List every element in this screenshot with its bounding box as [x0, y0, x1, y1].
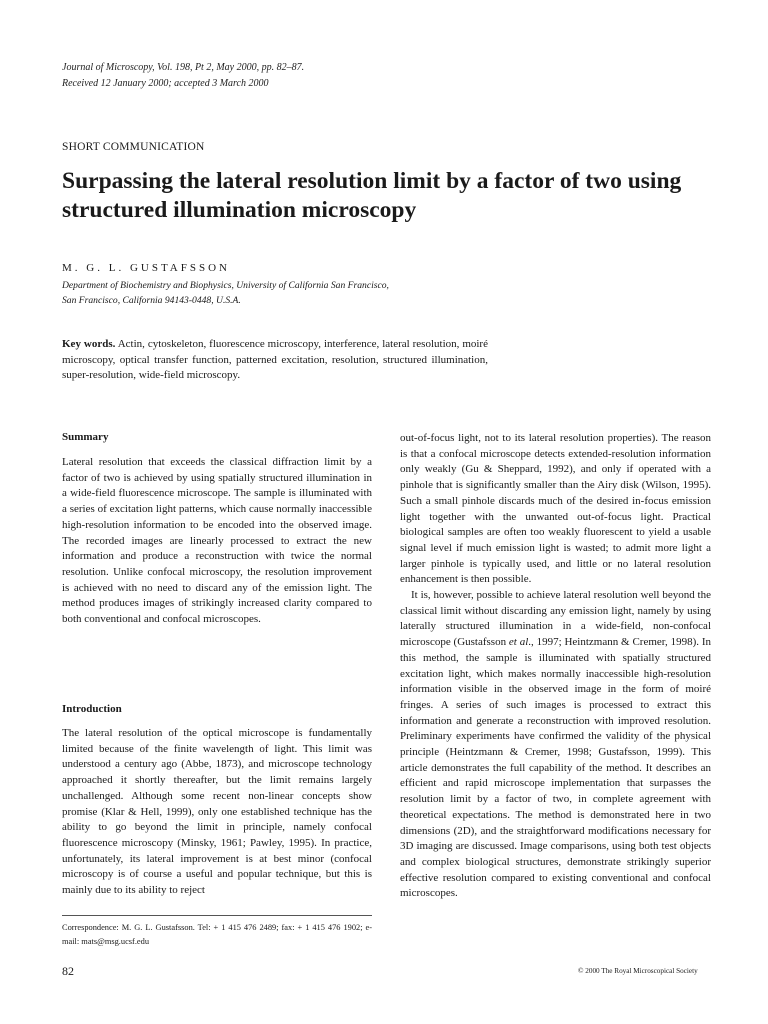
keywords-label: Key words.: [62, 338, 116, 350]
right-paragraph-1: out-of-focus light, not to its lateral resolution properties). The reason is that a confocal microscope detects extended-resolution information only weakly (Gu & Sheppard, 1992), and only if operated with a pinhole that is significantly smaller than the Airy disk (Wilson, 1995). Such a small pinhole discards much of the desired in-focus emission light together with the unwanted out-of-focus light. Practical biological samples are often too weakly fluorescent to yield a usable signal level if much emission light is wasted; to admit more light a larger pinhole is typically used, and little or no lateral resolution enhancement is then possible.: [400, 432, 711, 586]
journal-citation-block: [62, 60, 304, 92]
footnote-divider: [62, 915, 372, 916]
keywords-text: Actin, cytoskeleton, fluorescence microscopy, interference, lateral resolution, moiré microscopy, optical transfer function, patterned excitation, resolution, structured illumination, super-resolution, wide-field microscopy.: [62, 338, 488, 382]
author-name: M. G. L. GUSTAFSSON: [62, 262, 230, 274]
affiliation-line-2: San Francisco, California 94143-0448, U.S.A.: [62, 295, 241, 306]
copyright-notice: © 2000 The Royal Microscopical Society: [578, 967, 698, 975]
et-al: et al: [508, 636, 529, 649]
journal-citation: Journal of Microscopy, Vol. 198, Pt 2, May 2000, pp. 82–87.: [62, 62, 305, 73]
summary-heading: Summary: [62, 431, 109, 443]
page-number: 82: [62, 964, 74, 978]
introduction-heading: Introduction: [62, 703, 122, 715]
summary-paragraph: Lateral resolution that exceeds the classical diffraction limit by a factor of two is achieved by using spatially structured illumination in a wide-field fluorescence microscope. The sample is illuminated with a series of excitation light patterns, which cause normally inaccessible high-resolution information to be encoded into the observed image. The recorded images are linearly processed to extract the new information and produce a reconstruction with twice the normal resolution. Unlike confocal microscopy, the resolution improvement is achieved with no need to discard any of the emission light. The method produces images of strikingly increased clarity compared to both conventional and confocal microscopes.: [62, 456, 372, 626]
introduction-paragraph: The lateral resolution of the optical microscope is fundamentally limited because of the finite wavelength of light. This limit was understood a century ago (Abbe, 1873), and microscope technology approached it shortly thereafter, but the limit remains largely unchallenged. Although some recent non-linear concepts show promise (Klar & Hell, 1999), only one established technique has the ability to go beyond the limit in principle, namely confocal fluorescence microscopy (Minsky, 1961; Pawley, 1995). In practice, unfortunately, its lateral improvement is at best minor (confocal microscopy is of course a useful and popular technique, but this is mainly due to its ability to reject: [62, 727, 372, 897]
section-label: SHORT COMMUNICATION: [62, 141, 205, 153]
right-paragraph-2: [400, 588, 711, 902]
author-affiliation: [62, 278, 389, 308]
para2-part-b: ., 1997; Heintzmann & Cremer, 1998). In this method, the sample is illuminated with spatially structured excitation light, which makes normally inaccessible high-resolution information visible in the observed image in the form of moiré fringes. A series of such images is processed to extract this information and generate a reconstruction with improved resolution. Preliminary experiments have confirmed the validity of the physical principle (Heintzmann & Cremer, 1998; Gustafsson, 1999). This article demonstrates the full capability of the method. It describes an efficient and rapid microscope implementation that surpasses the resolution limit by a factor of two, in complete agreement with theoretical expectations. The method is demonstrated here in two dimensions (2D), and the straightforward modifications necessary for 3D imaging are discussed. Image comparisons, using both test objects and complex biological structures, demonstrate strikingly superior effective resolution compared to existing conventional and confocal microscopes.: [400, 636, 711, 900]
keywords: [62, 337, 488, 384]
right-column: [400, 431, 711, 902]
summary-body: [62, 455, 372, 628]
para2-part-a: It is, however, possible to achieve lateral resolution well beyond the classical limit without discarding any emission light, namely by using laterally structured illumination in a wide-field, non-confocal microscope (Gustafsson: [400, 589, 711, 649]
received-dates: Received 12 January 2000; accepted 3 March 2000: [62, 78, 269, 89]
affiliation-line-1: Department of Biochemistry and Biophysics, University of California San Francisco,: [62, 280, 389, 291]
correspondence-note: Correspondence: M. G. L. Gustafsson. Tel: + 1 415 476 2489; fax: + 1 415 476 1902; e-mail: mats@msg.ucsf.edu: [62, 923, 372, 946]
paper-title: Surpassing the lateral resolution limit by a factor of two using structured illumination microscopy: [62, 168, 682, 223]
introduction-body: [62, 726, 372, 899]
